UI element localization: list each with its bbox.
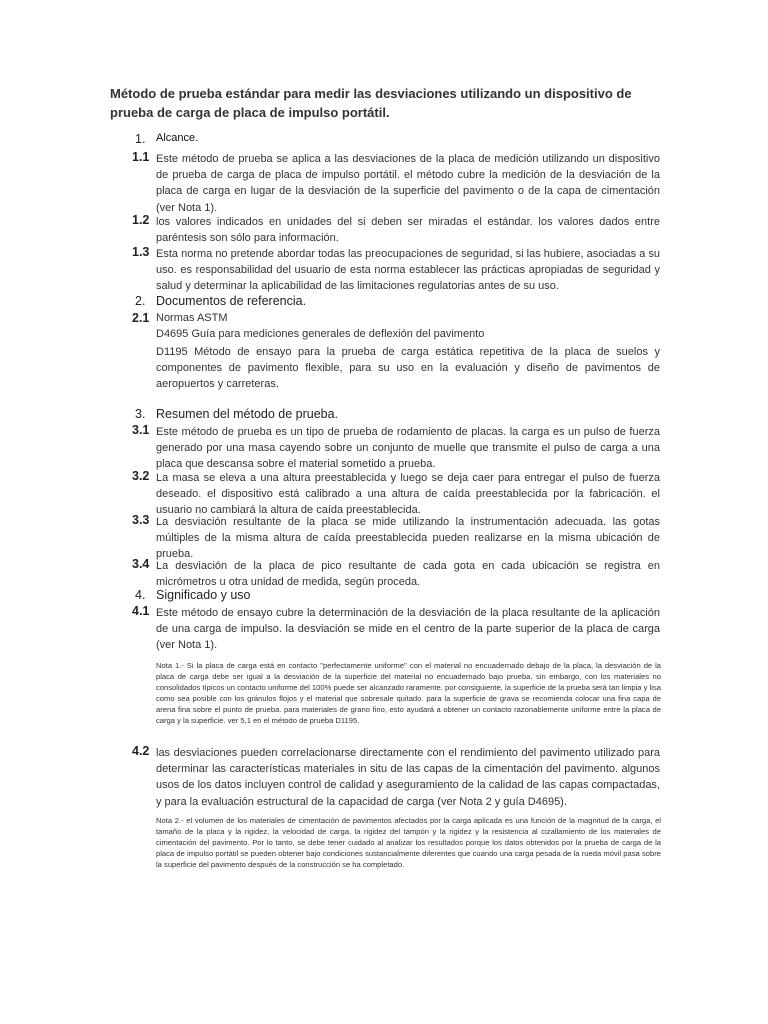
section-number: 4.1 bbox=[132, 604, 150, 618]
section-paragraph: Esta norma no pretende abordar todas las preocupaciones de seguridad, si las hubiere, asociadas a su uso. es responsabilidad del usuario de esta norma establecer las prácticas apropiadas de seguridad y salud y determinar la aplicabilidad de las limitaciones regulatorias antes de su uso. bbox=[156, 248, 660, 293]
section-heading: Documentos de referencia. bbox=[156, 294, 307, 308]
note-text: Nota 2.- el volumen de los materiales de cimentación de pavimentos afectados por la carga aplicada es una función de la magnitud de la carga, el tamaño de la placa y la rigidez, la velocidad de carga, la rigidez del tampón y la rigidez y la resistencia al cizallamiento de los materiales de cimentación del pavimento. Por lo tanto, se debe tener cuidado al analizar los resultados porque los datos obtenidos por la prueba de carga de la placa de impulso portátil se pueden obtener bajo condiciones sustancialmente diferentes que cuando una carga pesada de la rueda móvil pasa sobre la superficie del pavimento después de la construcción se ha completado. bbox=[156, 816, 661, 870]
section-number: 4. bbox=[135, 588, 146, 602]
section-subheading: Normas ASTM bbox=[156, 312, 228, 324]
section-heading: Alcance. bbox=[156, 132, 199, 144]
section-paragraph: La desviación de la placa de pico resultante de cada gota en cada ubicación se registra en micrómetros u otra unidad de medida, según proceda. bbox=[156, 560, 660, 589]
section-number: 3. bbox=[135, 407, 146, 421]
section-paragraph: los valores indicados en unidades del si deben ser miradas el estándar. los valores dados entre paréntesis son sólo para información. bbox=[156, 216, 660, 245]
section-paragraph: Este método de prueba es un tipo de prueba de rodamiento de placas. la carga es un pulso de fuerza generado por una masa cayendo sobre un conjunto de muelle que transmite el pulso de carga a una placa que descansa sobre el material sometido a prueba. bbox=[156, 426, 660, 471]
section-number: 3.3 bbox=[132, 513, 150, 527]
section-number: 3.4 bbox=[132, 557, 150, 571]
section-number: 1.1 bbox=[132, 150, 150, 164]
section-number: 1. bbox=[135, 132, 146, 146]
reference-d4695: D4695 Guía para mediciones generales de deflexión del pavimento bbox=[156, 328, 485, 340]
section-heading: Resumen del método de prueba. bbox=[156, 407, 339, 421]
section-paragraph: La desviación resultante de la placa se mide utilizando la instrumentación adecuada. las gotas múltiples de la misma altura de caída preestablecida pueden realizarse en la misma ubicación de prueba. bbox=[156, 516, 660, 561]
section-number: 3.2 bbox=[132, 469, 150, 483]
section-heading: Significado y uso bbox=[156, 588, 251, 602]
section-number: 3.1 bbox=[132, 423, 150, 437]
reference-d1195: D1195 Método de ensayo para la prueba de carga estática repetitiva de la placa de suelos y componentes de pavimento flexible, para su uso en la evaluación y diseño de pavimentos de aeropuertos y carreteras. bbox=[156, 346, 660, 391]
section-paragraph: Este método de prueba se aplica a las desviaciones de la placa de medición utilizando un dispositivo de prueba de carga de placa de impulso portátil. el método cubre la medición de la desviación de la placa de carga en lugar de la desviación de la superficie del pavimento o de la capa de cimentación (ver Nota 1). bbox=[156, 153, 660, 214]
section-number: 4.2 bbox=[132, 744, 150, 758]
section-number: 2. bbox=[135, 294, 146, 308]
section-number: 1.3 bbox=[132, 245, 150, 259]
note-text: Nota 1.- Si la placa de carga está en contacto ''perfectamente uniforme'' con el material no encuadernado debajo de la placa, la desviación de la placa de carga debe ser igual a la desviación de la superficie del material no encuadernado bajo prueba. sin embargo, con los materiales no consolidados típicos un contacto uniforme del 100% puede ser alcanzado raramente. por consiguiente, la superficie de la prueba será tan limpia y lisa como sea posible con los gránulos flojos y el material que sobresale quitado. para la superficie de grava se recomienda colocar una fina capa de arena fina sobre el punto de prueba. para materiales de grano fino, esto ayudará a obtener un contacto razonablemente uniforme entre la placa de carga y la superficie. ver 5,1 en el método de prueba D1195. bbox=[156, 661, 661, 726]
section-paragraph: las desviaciones pueden correlacionarse directamente con el rendimiento del pavimento utilizado para determinar las características materiales in situ de las capas de la cimentación del pavimento. algunos usos de los datos incluyen control de calidad y aseguramiento de la calidad de las capas compactadas, y para la evaluación estructural de la capacidad de carga (ver Nota 2 y guía D4695). bbox=[156, 747, 660, 808]
section-number: 1.2 bbox=[132, 213, 150, 227]
section-number: 2.1 bbox=[132, 311, 150, 325]
section-paragraph: Este método de ensayo cubre la determinación de la desviación de la placa resultante de la aplicación de una carga de impulso. la desviación se mide en el centro de la parte superior de la placa de carga (ver Nota 1). bbox=[156, 607, 660, 652]
document-title: Método de prueba estándar para medir las desviaciones utilizando un dispositivo de prueba de carga de placa de impulso portátil. bbox=[110, 86, 632, 120]
section-paragraph: La masa se eleva a una altura preestablecida y luego se deja caer para entregar el pulso de fuerza deseado. el dispositivo está calibrado a una altura de caída preestablecida por la fabricación. el usuario no cambiará la altura de caída preestablecida. bbox=[156, 472, 660, 517]
